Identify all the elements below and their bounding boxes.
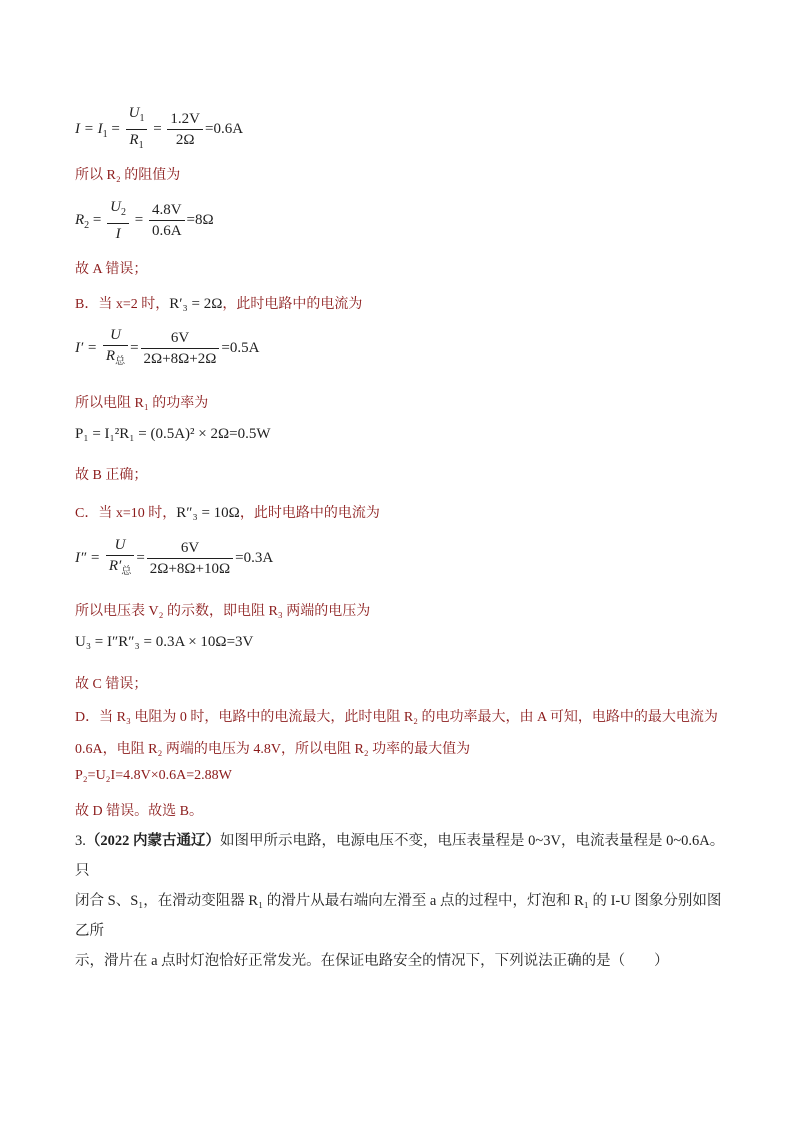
equation-power-p1: P₁ = I₁²R₁ = (0.5A)² × 2Ω=0.5W [75, 426, 271, 442]
fraction-u1-r1: $\frac{U_1}{R_1}$ [126, 104, 148, 155]
equation-current-b: I′ = $\frac{U}{R_总}$ = $\frac{6V}{2\Omega+8\Omega+2\Omega}$ =0.5A [75, 326, 259, 371]
text-r2-resistance: 所以 R₂ 的阻值为 [75, 168, 181, 183]
question-line-3: 示，滑片在 a 点时灯泡恰好正常发光。在保证电路安全的情况下，下列说法正确的是（ ） [75, 953, 669, 969]
text-conclusion: 故 D 错误。故选 B。 [75, 804, 203, 819]
text-option-c: C．当 x=10 时，R″₃ = 10Ω，此时电路中的电流为 [75, 505, 380, 521]
text-voltmeter: 所以电压表 V₂ 的示数，即电阻 R₃ 两端的电压为 [75, 604, 371, 619]
fraction-values: $\frac{1.2V}{2\Omega}$ [167, 110, 203, 149]
question-3 [75, 826, 725, 976]
text-option-d-line1: D．当 R₃ 电阻为 0 时，电路中的电流最大，此时电阻 R₂ 的电功率最大，由 A 可知，电路中的最大电流为 [75, 710, 718, 725]
equation-current-c: I″ = $\frac{U}{R'_总}$ = $\frac{6V}{2\Omega+8\Omega+10\Omega}$ =0.3A [75, 536, 273, 581]
text-b-correct: 故 B 正确； [75, 468, 148, 483]
text-a-wrong: 故 A 错误； [75, 262, 148, 277]
equation-voltage-u3: U₃ = I″R″₃ = 0.3A × 10Ω=3V [75, 634, 254, 650]
text-option-b: B．当 x=2 时，R′₃ = 2Ω，此时电路中的电流为 [75, 296, 363, 312]
fraction-values-c: $\frac{6V}{2\Omega+8\Omega+10\Omega}$ [147, 539, 233, 578]
fraction-u2-i: $\frac{U_2}{I}$ [107, 198, 129, 243]
text-option-d-line2: 0.6A，电阻 R₂ 两端的电压为 4.8V，所以电阻 R₂ 功率的最大值为 [75, 742, 471, 757]
text-power-p2: P₂=U₂I=4.8V×0.6A=2.88W [75, 768, 232, 783]
text-c-wrong: 故 C 错误； [75, 677, 148, 692]
equation-r2: $R_2$ = $\frac{U_2}{I}$ = $\frac{4.8V}{0.6A}$ =8Ω [75, 199, 214, 242]
fraction-u-rtotal: $\frac{U}{R_总}$ [103, 326, 128, 371]
text-r1-power: 所以电阻 R₁ 的功率为 [75, 396, 209, 411]
question-line-2: 闭合 S、S₁，在滑动变阻器 R₁ 的滑片从最右端向左滑至 a 点的过程中，灯泡和 R₁ 的 I-U 图象分别如图乙所 [75, 893, 722, 939]
equation-current: $I = I_1$ = $\frac{U_1}{R_1}$ = $\frac{1.2V}{2\Omega}$ =0.6A [75, 104, 243, 155]
fraction-values-b: $\frac{6V}{2\Omega+8\Omega+2\Omega}$ [141, 329, 220, 368]
question-line-1: 3.（2022 内蒙古通辽）如图甲所示电路，电源电压不变，电压表量程是 0~3V，电流表量程是 0~0.6A。只 [75, 833, 725, 879]
fraction-values-r2: $\frac{4.8V}{0.6A}$ [149, 201, 185, 240]
fraction-u-rtotal-c: $\frac{U}{R'_总}$ [106, 536, 134, 581]
